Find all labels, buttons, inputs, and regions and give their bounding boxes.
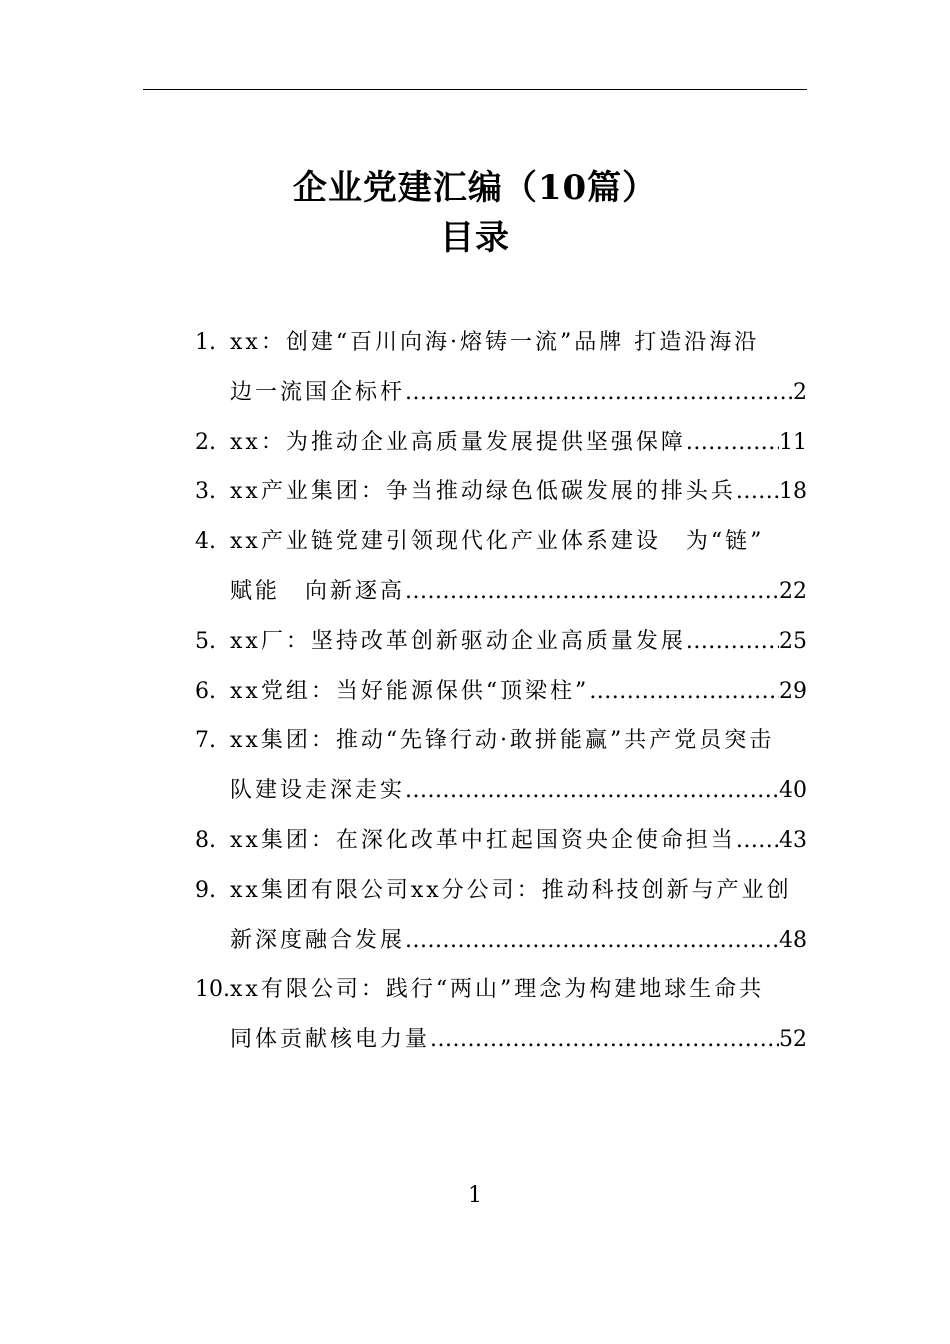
toc-entry-text-row (230, 418, 807, 468)
toc-entry-page: 29 (779, 678, 807, 704)
toc-entry-title: 同体贡献核电力量 (230, 1027, 431, 1053)
toc-entry-number: 4. (195, 529, 216, 555)
document-title: 企业党建汇编（10篇） (292, 168, 658, 208)
toc-entry-number: 1. (195, 330, 216, 355)
toc-entry-text-row (230, 368, 807, 418)
toc-leader-dots (405, 567, 779, 617)
toc-entry-6[interactable] (195, 667, 807, 717)
toc-entry-text-row (230, 816, 807, 866)
toc-heading: 目录 (440, 218, 510, 258)
toc-entry-number: 10. (195, 977, 230, 1003)
toc-leader-dots (405, 766, 779, 816)
toc-entry-title: xx厂：坚持改革创新驱动企业高质量发展 (230, 628, 686, 654)
toc-entry-title: 新深度融合发展 (230, 927, 406, 953)
toc-entry-2[interactable] (195, 418, 807, 468)
toc-leader-dots (405, 368, 793, 418)
toc-entry-title: xx集团：在深化改革中扛起国资央企使命担当 (230, 827, 736, 853)
toc-leader-dots (589, 667, 779, 717)
toc-entry-title: xx党组：当好能源保供“顶梁柱” (230, 678, 590, 704)
toc-entry-title: 赋能 向新逐高 (230, 578, 406, 604)
toc-entry-page: 18 (779, 479, 807, 505)
toc-entry-title: 边一流国企标杆 (230, 379, 406, 405)
toc-entry-text-row (230, 965, 807, 1015)
toc-leader-dots (736, 816, 779, 866)
toc-entry-8[interactable] (195, 816, 807, 866)
toc-entry-4-continued[interactable] (195, 567, 807, 617)
toc-entry-text-row (230, 716, 807, 766)
header-rule (143, 89, 807, 90)
toc-entry-9[interactable] (195, 866, 807, 916)
toc-entry-text-row (230, 567, 807, 617)
toc-entry-5[interactable] (195, 617, 807, 667)
toc-entry-4[interactable] (195, 517, 807, 567)
toc-leader-dots (405, 916, 779, 966)
toc-entry-text-row (230, 866, 807, 916)
toc-entry-page: 11 (779, 429, 807, 455)
toc-leader-dots (736, 467, 779, 517)
toc-entry-text-row (230, 467, 807, 517)
toc-entry-7[interactable] (195, 716, 807, 766)
toc-entry-title: xx产业集团：争当推动绿色低碳发展的排头兵 (230, 479, 736, 505)
toc-entry-number: 2. (195, 429, 216, 455)
toc-entry-title: xx：为推动企业高质量发展提供坚强保障 (230, 429, 686, 455)
toc-entry-title: xx有限公司：践行“两山”理念为构建地球生命共 (230, 977, 765, 1003)
toc-entry-number: 9. (195, 877, 216, 903)
toc-entry-1-continued[interactable] (195, 368, 807, 418)
toc-entry-10[interactable] (195, 965, 807, 1015)
toc-entry-title: 队建设走深走实 (230, 778, 406, 804)
toc-entry-page: 2 (793, 379, 807, 405)
toc-leader-dots (430, 1015, 779, 1065)
toc-entry-number: 3. (195, 479, 216, 505)
toc-entry-title: xx集团：推动“先锋行动·敢拼能赢”共产党员突击 (230, 728, 775, 754)
toc-entry-text-row (230, 667, 807, 717)
toc-entry-10-continued[interactable] (195, 1015, 807, 1065)
toc-entry-text-row (230, 617, 807, 667)
toc-leader-dots (686, 418, 779, 468)
toc-entry-page: 40 (779, 778, 807, 804)
toc-entry-page: 43 (779, 827, 807, 853)
toc-entry-text-row (230, 766, 807, 816)
page-number: 1 (468, 1183, 482, 1208)
toc-entry-text-row (230, 916, 807, 966)
toc-entry-number: 7. (195, 728, 216, 754)
toc-entry-title: xx产业链党建引领现代化产业体系建设 为“链” (230, 529, 765, 555)
toc-entry-number: 5. (195, 628, 216, 654)
toc-leader-dots (686, 617, 779, 667)
toc-entry-7-continued[interactable] (195, 766, 807, 816)
toc-entry-title: xx：创建“百川向海·熔铸一流”品牌 打造沿海沿 (230, 330, 760, 355)
toc-entry-3[interactable] (195, 467, 807, 517)
toc-entry-title: xx集团有限公司xx分公司：推动科技创新与产业创 (230, 877, 792, 903)
toc-entry-page: 52 (779, 1027, 807, 1053)
toc-entry-text-row (230, 1015, 807, 1065)
toc-entry-text-row (230, 517, 807, 567)
toc-entry-1[interactable] (195, 318, 807, 368)
toc-entry-page: 22 (779, 578, 807, 604)
toc-entry-page: 25 (779, 628, 807, 654)
toc-entry-page: 48 (779, 927, 807, 953)
table-of-contents (195, 318, 807, 1065)
toc-entry-number: 6. (195, 678, 216, 704)
toc-entry-number: 8. (195, 827, 216, 853)
toc-entry-9-continued[interactable] (195, 916, 807, 966)
toc-entry-text-row (230, 318, 807, 368)
